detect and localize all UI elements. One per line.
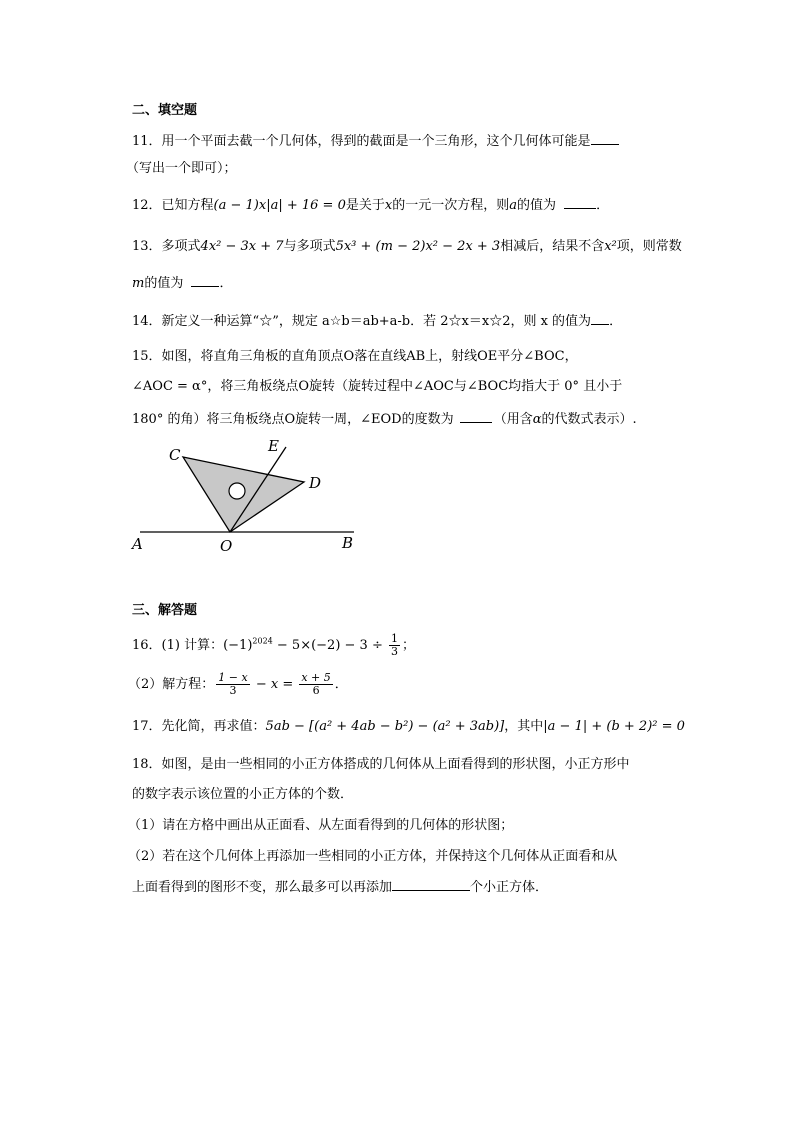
- question-11-text: 11．用一个平面去截一个几何体，得到的截面是一个三角形，这个几何体可能是: [132, 134, 591, 149]
- answer-blank: [191, 274, 219, 287]
- question-17: [132, 718, 692, 736]
- question-17-middle: ，其中: [504, 719, 544, 734]
- question-12: 12．已知方程(a − 1)x|a| + 16 = 0是关于x的一元一次方程，则a的值为 ．: [132, 198, 610, 213]
- question-18-line2: 的数字表示该位置的小正方体的个数．: [132, 787, 354, 802]
- question-15-line1: 15．如图，将直角三角板的直角顶点O落在直线AB上，射线OE平分∠BOC，: [132, 349, 578, 364]
- term-x-squared: x²: [604, 239, 617, 254]
- question-11-line1: [132, 132, 692, 151]
- fraction-numerator: 1: [390, 632, 398, 645]
- fraction-denominator: 3: [229, 684, 237, 697]
- fraction-numerator: x + 5: [301, 671, 331, 684]
- question-18-line4: （2）若在这个几何体上再添加一些相同的小正方体，并保持这个几何体从正面看和从: [128, 849, 618, 864]
- variable-a: a: [509, 198, 517, 213]
- question-17-expression: 5ab − [(a² + 4ab − b²) − (a² + 3ab)]: [265, 719, 505, 734]
- question-17-condition: |a − 1| + (b + 2)² = 0: [543, 719, 685, 734]
- question-13-line2-text: 的值为: [144, 276, 184, 291]
- fraction-numerator: 1 − x: [218, 671, 248, 684]
- question-16-equation-middle: − x =: [251, 677, 298, 692]
- fraction-denominator: 3: [390, 645, 398, 658]
- section-fill-blank-heading: 二、填空题: [132, 103, 198, 118]
- label-b: B: [342, 534, 354, 552]
- question-12-middle: 是关于: [345, 198, 385, 213]
- answer-blank: [460, 410, 492, 423]
- question-12-suffix: 的值为: [516, 198, 556, 213]
- question-18-line5b: 个小正方体．: [470, 880, 549, 895]
- label-c: C: [169, 446, 181, 464]
- question-13-line2: m的值为 ．: [132, 276, 233, 291]
- question-13-middle2: 相减后，结果不含: [500, 239, 605, 254]
- label-d: D: [309, 474, 322, 492]
- fraction-left: [216, 672, 249, 697]
- polynomial-1: 4x² − 3x + 7: [200, 239, 284, 254]
- question-14: 14．新定义一种运算“☆”，规定 a☆b＝ab+a-b．若 2☆x＝x☆2，则 x 的值为 ．: [132, 314, 623, 329]
- triangle-ruler-figure: [128, 434, 368, 558]
- question-15-line3a: 180° 的角）将三角板绕点O旋转一周，∠EOD的度数为: [132, 412, 454, 427]
- variable-x: x: [384, 198, 393, 213]
- question-13-suffix: 项，则常数: [616, 239, 682, 254]
- question-16-base: (−1): [223, 638, 253, 653]
- question-16-part1-prefix: 16．(1) 计算：: [132, 638, 224, 653]
- question-18-line5a: 上面看得到的图形不变，那么最多可以再添加: [132, 880, 393, 895]
- question-18-line3: （1）请在方格中画出从正面看、从左面看得到的几何体的形状图；: [128, 818, 514, 833]
- fraction-denominator: 6: [312, 684, 320, 697]
- fraction-one-third: [389, 633, 400, 658]
- question-12-prefix: 12．已知方程: [132, 198, 214, 213]
- variable-alpha: α: [532, 412, 542, 427]
- set-square-hole: [229, 483, 245, 499]
- question-16-exponent: 2024: [252, 636, 273, 646]
- question-11-line2: （写出一个即可）；: [126, 161, 237, 176]
- question-12-middle2: 的一元一次方程，则: [392, 198, 510, 213]
- question-13-middle: 与多项式: [283, 239, 336, 254]
- question-18-line1: 18．如图，是由一些相同的小正方体搭成的几何体从上面看得到的形状图，小正方形中: [132, 757, 630, 772]
- label-a: A: [132, 535, 143, 553]
- question-14-text: 14．新定义一种运算“☆”，规定 a☆b＝ab+a-b．若 2☆x＝x☆2，则 x 的值为: [132, 314, 592, 329]
- question-15-line3: [132, 410, 692, 429]
- answer-blank: [591, 312, 609, 325]
- question-16-part2: （2）解方程： $\frac{1 - x}{3}$ − x = $\frac{x + 5}{6}$ ．: [128, 671, 348, 697]
- label-o: O: [220, 537, 233, 555]
- fraction-right: [299, 672, 332, 697]
- question-15-line2: ∠AOC = α°，将三角板绕点O旋转（旋转过程中∠AOC与∠BOC均指大于 0° 且小于: [132, 379, 623, 394]
- question-13-line1: [132, 238, 692, 256]
- polynomial-2: 5x³ + (m − 2)x² − 2x + 3: [335, 239, 501, 254]
- section-answer-heading: 三、解答题: [132, 603, 198, 618]
- question-15-line3c: 的代数式表示）.: [541, 412, 637, 427]
- question-13-prefix: 13．多项式: [132, 239, 201, 254]
- answer-blank: [392, 878, 470, 891]
- variable-m: m: [132, 276, 145, 291]
- question-12-equation: (a − 1)x|a| + 16 = 0: [213, 198, 346, 213]
- question-16-part2-prefix: （2）解方程：: [128, 677, 215, 692]
- question-17-prefix: 17．先化简，再求值：: [132, 719, 266, 734]
- question-15-line3b: （用含: [493, 412, 533, 427]
- question-16-expression: − 5×(−2) − 3 ÷: [272, 638, 387, 653]
- answer-blank: [591, 132, 619, 145]
- question-18-line5: [132, 878, 692, 897]
- answer-blank: [564, 196, 596, 209]
- label-e: E: [268, 437, 279, 455]
- question-16-part1: 16．(1) 计算：$(-1)^{2024} - 5\times(-2) - 3$ ÷ $\frac{1}{3}$ ；: [132, 632, 415, 658]
